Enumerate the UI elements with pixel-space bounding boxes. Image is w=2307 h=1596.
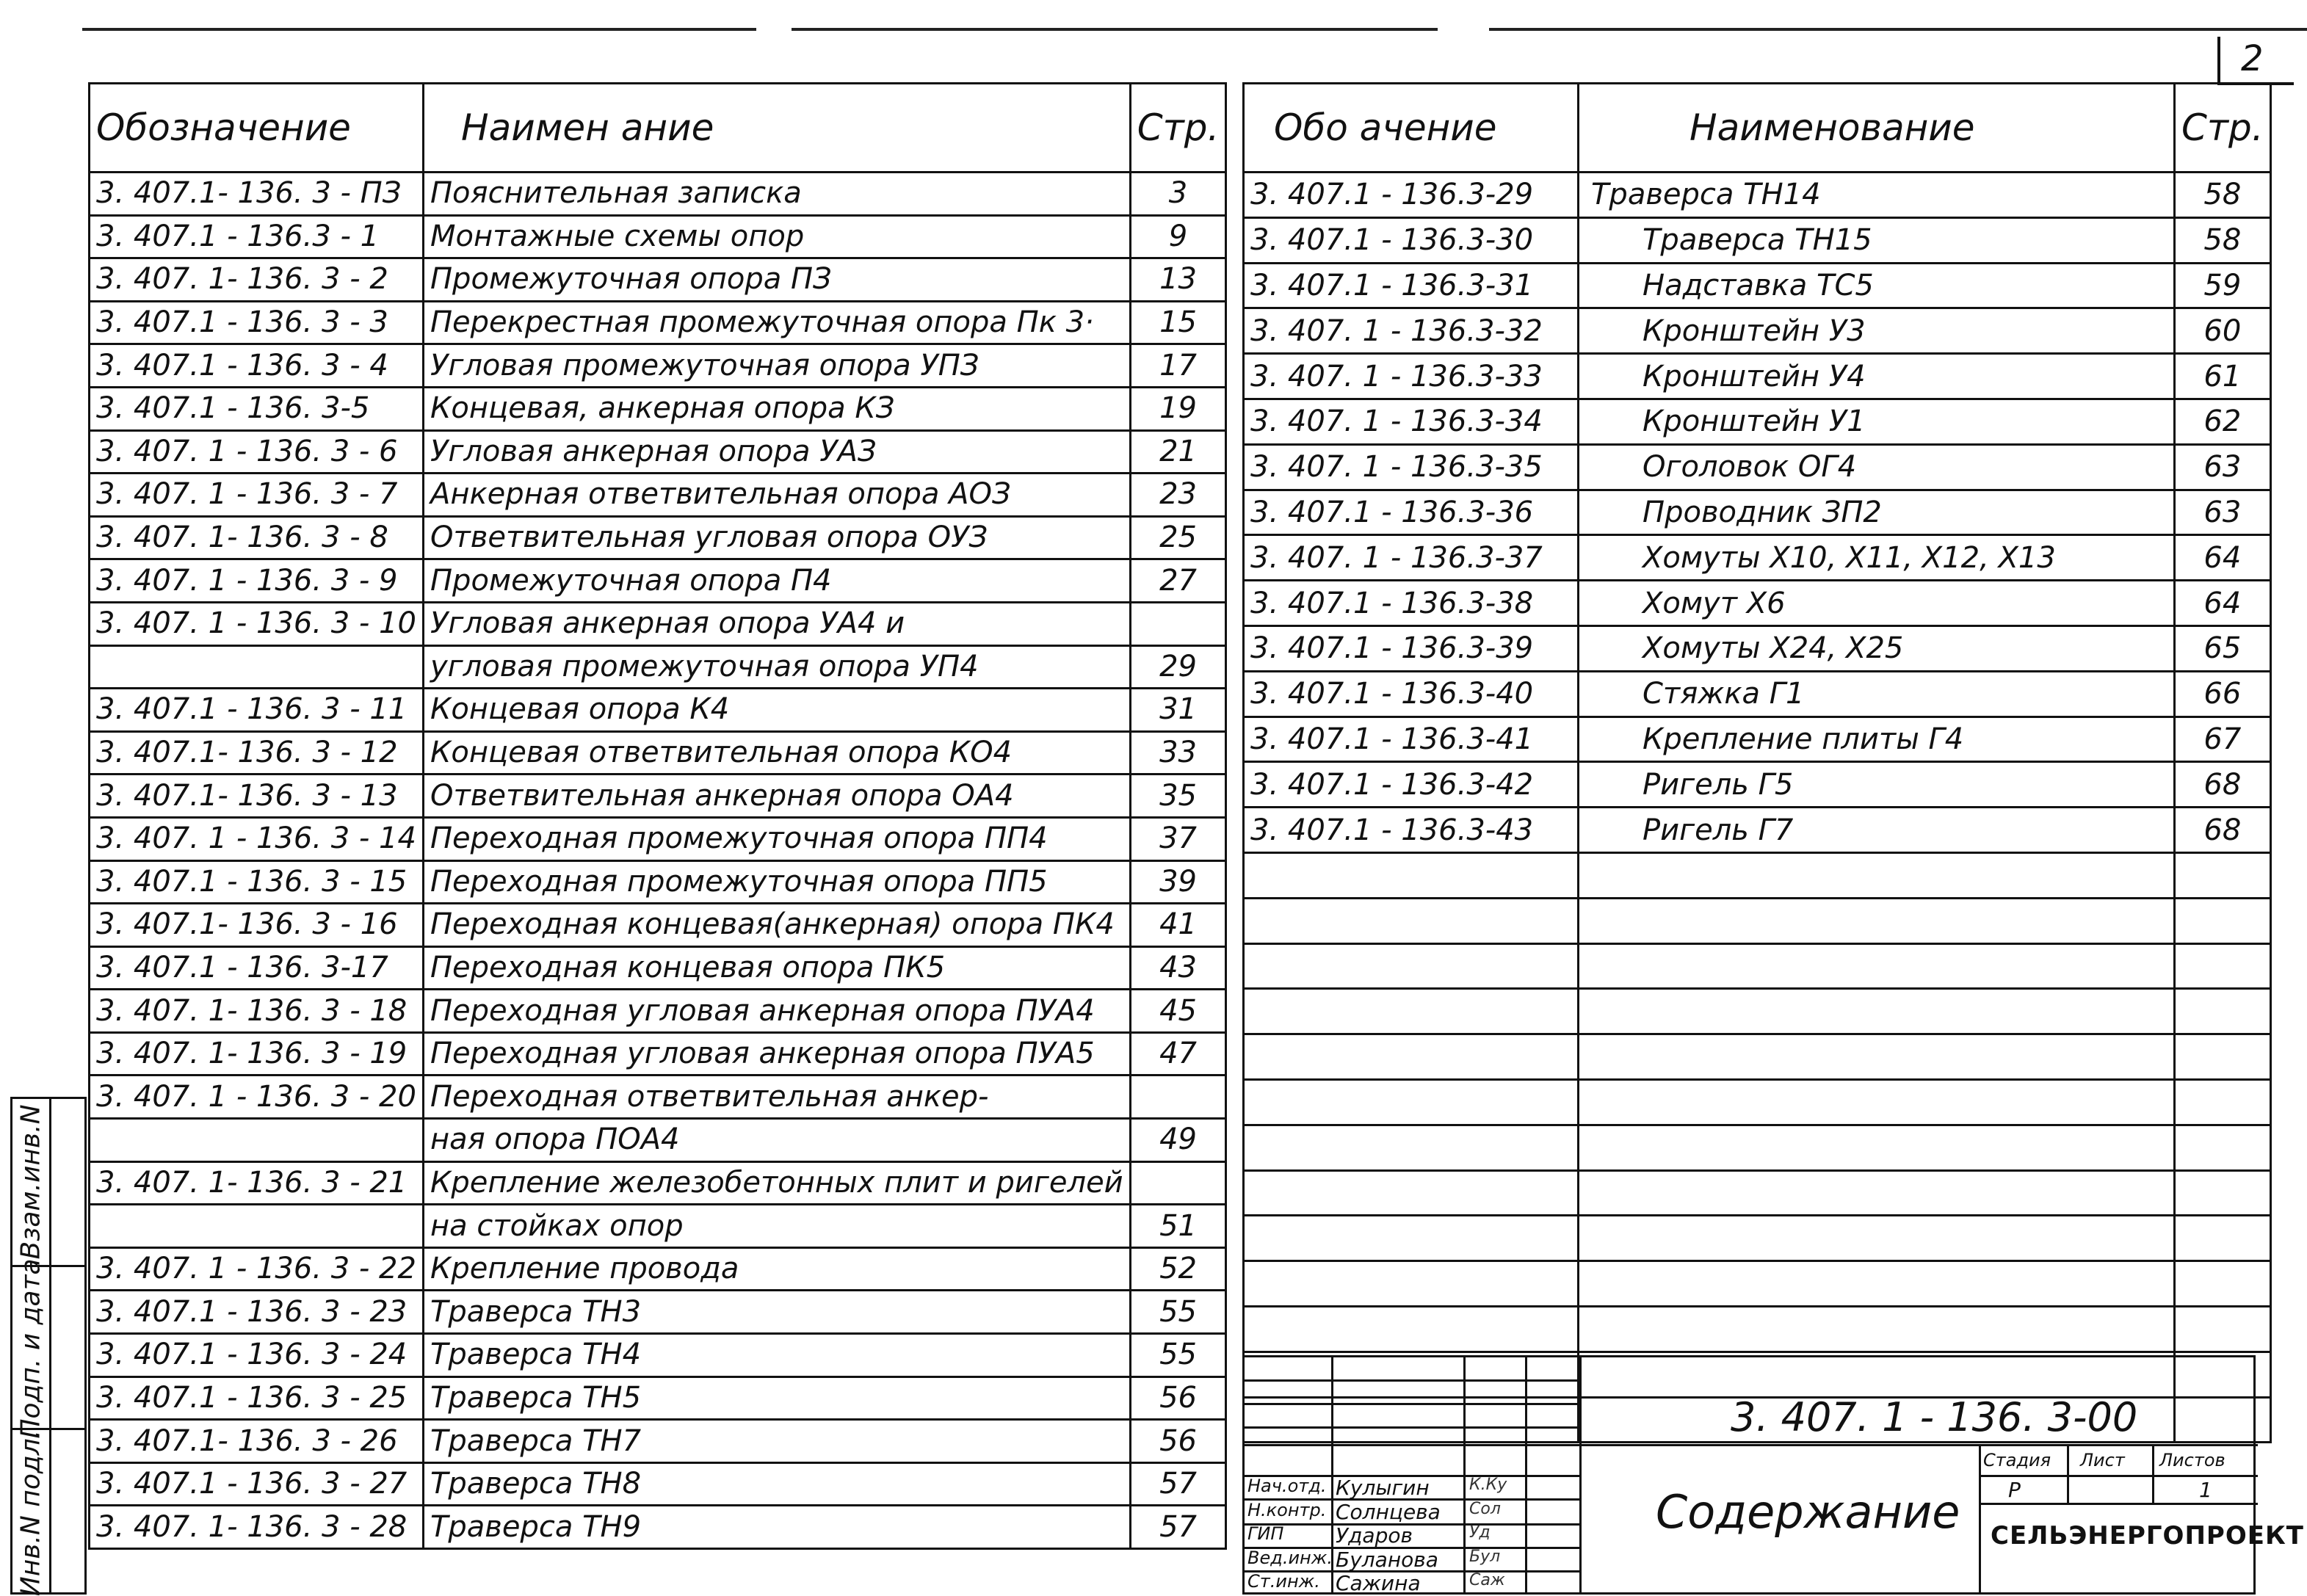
row-name: Крепление железобетонных плит и ригелей — [423, 1161, 1130, 1205]
row-page: 60 — [2175, 308, 2271, 354]
empty-cell — [1579, 1079, 2175, 1125]
row-designation — [90, 1205, 424, 1248]
row-designation — [90, 645, 424, 689]
signatory-name: Ударов — [1336, 1523, 1413, 1548]
row-name: Крепление плиты Г4 — [1579, 717, 2175, 762]
row-page: 62 — [2175, 399, 2271, 444]
table-row — [1244, 717, 2271, 762]
row-designation: 3. 407.1- 136. 3 - 13 — [90, 775, 424, 818]
sheets-label: Листов — [2159, 1450, 2225, 1470]
empty-cell — [1244, 989, 1579, 1034]
title-block — [1242, 1355, 2304, 1595]
empty-row — [1244, 1079, 2271, 1125]
signatory-name: Солнцева — [1336, 1499, 1441, 1524]
table-row — [90, 387, 1226, 430]
empty-row — [1244, 989, 2271, 1034]
grid-line — [1579, 1357, 1582, 1592]
document-title: Содержание — [1656, 1485, 1960, 1539]
row-page: 9 — [1130, 215, 1226, 258]
table-row — [90, 173, 1226, 216]
grid-line — [1245, 1379, 1579, 1382]
row-name: угловая промежуточная опора УП4 — [423, 645, 1130, 689]
document-code: 3. 407. 1 - 136. 3-00 — [1731, 1394, 2138, 1440]
row-page: 25 — [1130, 516, 1226, 559]
row-name: ная опора ПОА4 — [423, 1119, 1130, 1162]
empty-row — [1244, 943, 2271, 989]
table-row — [90, 1506, 1226, 1549]
empty-row — [1244, 1261, 2271, 1307]
empty-cell — [1579, 989, 2175, 1034]
row-name: Траверса ТН4 — [423, 1334, 1130, 1377]
signatory-signature: Уд — [1469, 1523, 1491, 1542]
row-name: Траверса ТН15 — [1579, 217, 2175, 263]
row-page: 64 — [2175, 581, 2271, 626]
empty-cell — [2175, 1034, 2271, 1080]
table-row — [90, 1247, 1226, 1291]
contents-table-right — [1242, 82, 2272, 1443]
empty-row — [1244, 1125, 2271, 1170]
row-name: Кронштейн У1 — [1579, 399, 2175, 444]
empty-cell — [1579, 1261, 2175, 1307]
table-row — [1244, 581, 2271, 626]
signatory-signature: К.Ку — [1469, 1476, 1507, 1494]
signatory-name: Буланова — [1336, 1547, 1438, 1572]
row-designation: 3. 407. 1 - 136. 3 - 7 — [90, 474, 424, 517]
row-designation: 3. 407.1 - 136. 3-17 — [90, 946, 424, 990]
empty-row — [1244, 1034, 2271, 1080]
row-designation: 3. 407.1 - 136.3-36 — [1244, 490, 1579, 535]
top-divider — [82, 28, 756, 31]
row-designation: 3. 407.1 - 136. 3 - 23 — [90, 1291, 424, 1334]
signatory-signature: Бул — [1469, 1547, 1501, 1566]
row-page: 43 — [1130, 946, 1226, 990]
row-page: 15 — [1130, 301, 1226, 344]
row-designation: 3. 407.1 - 136.3-30 — [1244, 217, 1579, 263]
row-page: 49 — [1130, 1119, 1226, 1162]
row-designation: 3. 407.1 - 136. 3 - 15 — [90, 860, 424, 904]
table-row — [90, 860, 1226, 904]
row-name: Траверса ТН8 — [423, 1462, 1130, 1506]
row-name: Хомут Х6 — [1579, 581, 2175, 626]
row-page: 59 — [2175, 263, 2271, 308]
row-name: Анкерная ответвительная опора АОЗ — [423, 474, 1130, 517]
row-page: 57 — [1130, 1462, 1226, 1506]
row-name: Ригель Г7 — [1579, 808, 2175, 853]
empty-cell — [1244, 1216, 1579, 1261]
empty-row — [1244, 852, 2271, 898]
row-page: 64 — [2175, 535, 2271, 581]
empty-cell — [2175, 1079, 2271, 1125]
row-name: Хомуты Х10, Х11, Х12, Х13 — [1579, 535, 2175, 581]
row-name: Проводник ЗП2 — [1579, 490, 2175, 535]
table-row — [1244, 399, 2271, 444]
row-page: 17 — [1130, 344, 1226, 388]
row-designation: 3. 407. 1- 136. 3 - 21 — [90, 1161, 424, 1205]
table-row — [1244, 263, 2271, 308]
grid-line — [1979, 1503, 2258, 1505]
table-row — [1244, 308, 2271, 354]
empty-cell — [1579, 852, 2175, 898]
empty-row — [1244, 1170, 2271, 1216]
row-page: 39 — [1130, 860, 1226, 904]
sheets-value: 1 — [2199, 1478, 2212, 1502]
row-page: 23 — [1130, 474, 1226, 517]
row-page: 68 — [2175, 762, 2271, 808]
table-row — [90, 344, 1226, 388]
row-name: Угловая промежуточная опора УПЗ — [423, 344, 1130, 388]
table-row — [1244, 444, 2271, 490]
row-name: на стойках опор — [423, 1205, 1130, 1248]
row-name: Перекрестная промежуточная опора Пк 3· — [423, 301, 1130, 344]
grid-line — [1245, 1426, 1579, 1429]
row-page: 47 — [1130, 1032, 1226, 1076]
empty-cell — [1579, 1306, 2175, 1352]
row-designation: 3. 407. 1 - 136.3-32 — [1244, 308, 1579, 354]
table-row — [90, 602, 1226, 645]
stamp-label-signature-date: Подп. и дата — [15, 1258, 46, 1439]
row-page: 33 — [1130, 731, 1226, 775]
sheet-label: Лист — [2080, 1450, 2125, 1470]
table-row — [90, 1376, 1226, 1420]
table-row — [1244, 173, 2271, 218]
row-name: Крепление провода — [423, 1247, 1130, 1291]
grid-line — [1245, 1403, 1579, 1405]
signatory-name: Сажина — [1336, 1571, 1421, 1595]
signatory-role: Н.контр. — [1247, 1499, 1327, 1520]
row-page: 58 — [2175, 217, 2271, 263]
row-page: 68 — [2175, 808, 2271, 853]
row-name: Переходная концевая(анкерная) опора ПК4 — [423, 904, 1130, 947]
table-row — [90, 731, 1226, 775]
table-row — [1244, 535, 2271, 581]
row-page: 3 — [1130, 173, 1226, 216]
table-row — [90, 1076, 1226, 1119]
empty-cell — [2175, 852, 2271, 898]
signatory-name: Кулыгин — [1336, 1476, 1430, 1500]
row-designation: 3. 407. 1 - 136. 3 - 22 — [90, 1247, 424, 1291]
row-designation: 3. 407.1 - 136. 3 - 25 — [90, 1376, 424, 1420]
row-designation: 3. 407.1- 136. 3 - ПЗ — [90, 173, 424, 216]
row-designation: 3. 407.1 - 136.3-41 — [1244, 717, 1579, 762]
row-designation: 3. 407.1 - 136. 3-5 — [90, 387, 424, 430]
row-designation: 3. 407.1 - 136.3-31 — [1244, 263, 1579, 308]
stamp-cell — [12, 1099, 84, 1265]
row-designation: 3. 407.1 - 136.3 - 1 — [90, 215, 424, 258]
row-page: 56 — [1130, 1376, 1226, 1420]
row-designation: 3. 407.1 - 136. 3 - 24 — [90, 1334, 424, 1377]
row-name: Кронштейн У3 — [1579, 308, 2175, 354]
row-name: Ответвительная угловая опора ОУЗ — [423, 516, 1130, 559]
empty-cell — [1579, 1170, 2175, 1216]
row-designation: 3. 407. 1 - 136.3-37 — [1244, 535, 1579, 581]
empty-cell — [1244, 943, 1579, 989]
empty-cell — [1244, 1125, 1579, 1170]
grid-line — [2067, 1444, 2069, 1503]
signatory-signature: Сол — [1469, 1499, 1501, 1518]
table-row — [90, 689, 1226, 732]
table-row — [90, 516, 1226, 559]
row-page — [1130, 1076, 1226, 1119]
row-name: Ригель Г5 — [1579, 762, 2175, 808]
row-designation: 3. 407.1 - 136. 3 - 11 — [90, 689, 424, 732]
empty-row — [1244, 1216, 2271, 1261]
header-designation: Обо ачение — [1244, 84, 1579, 173]
row-designation: 3. 407. 1- 136. 3 - 8 — [90, 516, 424, 559]
company-name: СЕЛЬЭНЕРГОПРОЕКТ — [1991, 1521, 2304, 1550]
sheet-number-box — [2217, 37, 2294, 85]
signatory-role: Ст.инж. — [1247, 1571, 1320, 1592]
row-page: 66 — [2175, 671, 2271, 717]
empty-cell — [1579, 1034, 2175, 1080]
row-designation: 3. 407.1 - 136. 3 - 4 — [90, 344, 424, 388]
row-page: 31 — [1130, 689, 1226, 732]
empty-cell — [1579, 1125, 2175, 1170]
table-row — [1244, 762, 2271, 808]
table-row — [90, 301, 1226, 344]
row-name: Переходная угловая анкерная опора ПУА5 — [423, 1032, 1130, 1076]
row-page: 61 — [2175, 354, 2271, 399]
stage-value: Р — [2008, 1478, 2021, 1502]
empty-cell — [1244, 898, 1579, 943]
row-designation: 3. 407.1- 136. 3 - 26 — [90, 1420, 424, 1463]
empty-row — [1244, 1306, 2271, 1352]
empty-cell — [2175, 1306, 2271, 1352]
table-row — [90, 474, 1226, 517]
table-row — [90, 215, 1226, 258]
table-row — [1244, 625, 2271, 671]
empty-cell — [2175, 1125, 2271, 1170]
header-designation: Обозначение — [90, 84, 424, 173]
row-designation: 3. 407.1 - 136.3-29 — [1244, 173, 1579, 218]
row-name: Концевая ответвительная опора КО4 — [423, 731, 1130, 775]
row-page: 19 — [1130, 387, 1226, 430]
row-name: Переходная промежуточная опора ПП4 — [423, 817, 1130, 860]
row-page — [1130, 602, 1226, 645]
table-row — [90, 430, 1226, 474]
row-name: Надставка ТС5 — [1579, 263, 2175, 308]
header-name: Наимен ание — [423, 84, 1130, 173]
table-row — [90, 1291, 1226, 1334]
row-name: Промежуточная опора ПЗ — [423, 258, 1130, 302]
row-designation: 3. 407. 1- 136. 3 - 19 — [90, 1032, 424, 1076]
row-page: 13 — [1130, 258, 1226, 302]
row-page: 65 — [2175, 625, 2271, 671]
empty-cell — [2175, 989, 2271, 1034]
stamp-cell — [12, 1428, 84, 1596]
empty-cell — [2175, 943, 2271, 989]
row-page: 27 — [1130, 559, 1226, 603]
table-row — [1244, 217, 2271, 263]
row-designation: 3. 407. 1 - 136. 3 - 20 — [90, 1076, 424, 1119]
table-row — [1244, 671, 2271, 717]
row-name: Пояснительная записка — [423, 173, 1130, 216]
row-page: 55 — [1130, 1334, 1226, 1377]
top-divider — [792, 28, 1438, 31]
row-name: Кронштейн У4 — [1579, 354, 2175, 399]
row-page: 21 — [1130, 430, 1226, 474]
empty-cell — [2175, 1261, 2271, 1307]
empty-cell — [1579, 898, 2175, 943]
table-row — [90, 1334, 1226, 1377]
table-header-row — [90, 84, 1226, 173]
stamp-cell — [12, 1258, 84, 1439]
table-row — [1244, 354, 2271, 399]
header-page: Стр. — [2175, 84, 2271, 173]
row-name: Переходная угловая анкерная опора ПУА4 — [423, 990, 1130, 1033]
row-name: Угловая анкерная опора УАЗ — [423, 430, 1130, 474]
row-name: Переходная концевая опора ПК5 — [423, 946, 1130, 990]
table-row — [90, 817, 1226, 860]
table-row — [90, 1420, 1226, 1463]
row-designation: 3. 407. 1 - 136. 3 - 14 — [90, 817, 424, 860]
stage-label: Стадия — [1983, 1450, 2051, 1470]
table-row — [1244, 490, 2271, 535]
row-page: 35 — [1130, 775, 1226, 818]
row-page: 37 — [1130, 817, 1226, 860]
row-page: 56 — [1130, 1420, 1226, 1463]
row-name: Стяжка Г1 — [1579, 671, 2175, 717]
row-name: Траверса ТН7 — [423, 1420, 1130, 1463]
side-stamp — [10, 1097, 87, 1595]
empty-row — [1244, 898, 2271, 943]
empty-cell — [1244, 1306, 1579, 1352]
empty-cell — [2175, 1216, 2271, 1261]
row-designation: 3. 407. 1 - 136.3-34 — [1244, 399, 1579, 444]
table-row — [90, 1032, 1226, 1076]
empty-cell — [1244, 1079, 1579, 1125]
row-page: 29 — [1130, 645, 1226, 689]
table-row — [90, 559, 1226, 603]
stamp-label-original-inventory: Инв.N подл. — [15, 1429, 46, 1596]
table-row — [90, 1205, 1226, 1248]
row-name: Концевая опора К4 — [423, 689, 1130, 732]
empty-cell — [1244, 1034, 1579, 1080]
row-name: Ответвительная анкерная опора ОА4 — [423, 775, 1130, 818]
sheet-number: 2 — [2241, 38, 2264, 79]
row-page: 58 — [2175, 173, 2271, 218]
row-designation: 3. 407. 1 - 136. 3 - 6 — [90, 430, 424, 474]
empty-cell — [1244, 852, 1579, 898]
table-row — [90, 1161, 1226, 1205]
empty-cell — [1579, 1216, 2175, 1261]
row-name: Промежуточная опора П4 — [423, 559, 1130, 603]
table-row — [90, 258, 1226, 302]
signatory-role: Вед.инж. — [1247, 1547, 1333, 1568]
row-page: 51 — [1130, 1205, 1226, 1248]
row-designation: 3. 407. 1- 136. 3 - 18 — [90, 990, 424, 1033]
row-designation: 3. 407.1 - 136. 3 - 3 — [90, 301, 424, 344]
grid-line — [1245, 1444, 2258, 1446]
row-name: Траверса ТН9 — [423, 1506, 1130, 1549]
row-designation: 3. 407. 1 - 136. 3 - 10 — [90, 602, 424, 645]
row-designation: 3. 407.1 - 136. 3 - 27 — [90, 1462, 424, 1506]
grid-line — [2152, 1444, 2154, 1503]
empty-cell — [1579, 943, 2175, 989]
row-name: Траверса ТН14 — [1579, 173, 2175, 218]
row-designation: 3. 407.1 - 136.3-38 — [1244, 581, 1579, 626]
row-page: 52 — [1130, 1247, 1226, 1291]
row-designation: 3. 407.1 - 136.3-40 — [1244, 671, 1579, 717]
empty-cell — [2175, 898, 2271, 943]
signatory-role: ГИП — [1247, 1523, 1284, 1544]
table-row — [1244, 808, 2271, 853]
row-name: Угловая анкерная опора УА4 и — [423, 602, 1130, 645]
table-row — [90, 645, 1226, 689]
table-row — [90, 1119, 1226, 1162]
empty-cell — [1244, 1170, 1579, 1216]
row-designation: 3. 407.1 - 136.3-42 — [1244, 762, 1579, 808]
table-row — [90, 904, 1226, 947]
empty-cell — [2175, 1170, 2271, 1216]
row-page: 63 — [2175, 444, 2271, 490]
row-designation: 3. 407.1 - 136.3-39 — [1244, 625, 1579, 671]
top-divider — [1489, 28, 2307, 31]
header-page: Стр. — [1130, 84, 1226, 173]
grid-line — [1979, 1444, 1981, 1592]
row-page: 41 — [1130, 904, 1226, 947]
header-name: Наименование — [1579, 84, 2175, 173]
row-name: Траверса ТН3 — [423, 1291, 1130, 1334]
grid-line — [1979, 1475, 2258, 1477]
stamp-label-replacement: Взам.инв.N — [15, 1104, 46, 1260]
row-designation — [90, 1119, 424, 1162]
row-name: Хомуты Х24, Х25 — [1579, 625, 2175, 671]
row-page — [1130, 1161, 1226, 1205]
row-designation: 3. 407.1 - 136.3-43 — [1244, 808, 1579, 853]
row-page: 55 — [1130, 1291, 1226, 1334]
row-designation: 3. 407. 1- 136. 3 - 2 — [90, 258, 424, 302]
row-page: 57 — [1130, 1506, 1226, 1549]
row-designation: 3. 407. 1 - 136. 3 - 9 — [90, 559, 424, 603]
empty-cell — [1244, 1261, 1579, 1307]
row-designation: 3. 407.1- 136. 3 - 12 — [90, 731, 424, 775]
table-header-row — [1244, 84, 2271, 173]
row-name: Оголовок ОГ4 — [1579, 444, 2175, 490]
row-name: Траверса ТН5 — [423, 1376, 1130, 1420]
row-page: 63 — [2175, 490, 2271, 535]
row-name: Переходная промежуточная опора ПП5 — [423, 860, 1130, 904]
table-row — [90, 946, 1226, 990]
signatory-signature: Саж — [1469, 1571, 1505, 1589]
row-name: Концевая, анкерная опора КЗ — [423, 387, 1130, 430]
row-designation: 3. 407. 1 - 136.3-35 — [1244, 444, 1579, 490]
table-row — [90, 1462, 1226, 1506]
signatory-role: Нач.отд. — [1247, 1476, 1327, 1496]
table-row — [90, 775, 1226, 818]
row-name: Переходная ответвительная анкер- — [423, 1076, 1130, 1119]
row-designation: 3. 407. 1- 136. 3 - 28 — [90, 1506, 424, 1549]
row-page: 67 — [2175, 717, 2271, 762]
row-designation: 3. 407.1- 136. 3 - 16 — [90, 904, 424, 947]
row-designation: 3. 407. 1 - 136.3-33 — [1244, 354, 1579, 399]
table-row — [90, 990, 1226, 1033]
row-page: 45 — [1130, 990, 1226, 1033]
row-name: Монтажные схемы опор — [423, 215, 1130, 258]
contents-table-left — [88, 82, 1227, 1550]
